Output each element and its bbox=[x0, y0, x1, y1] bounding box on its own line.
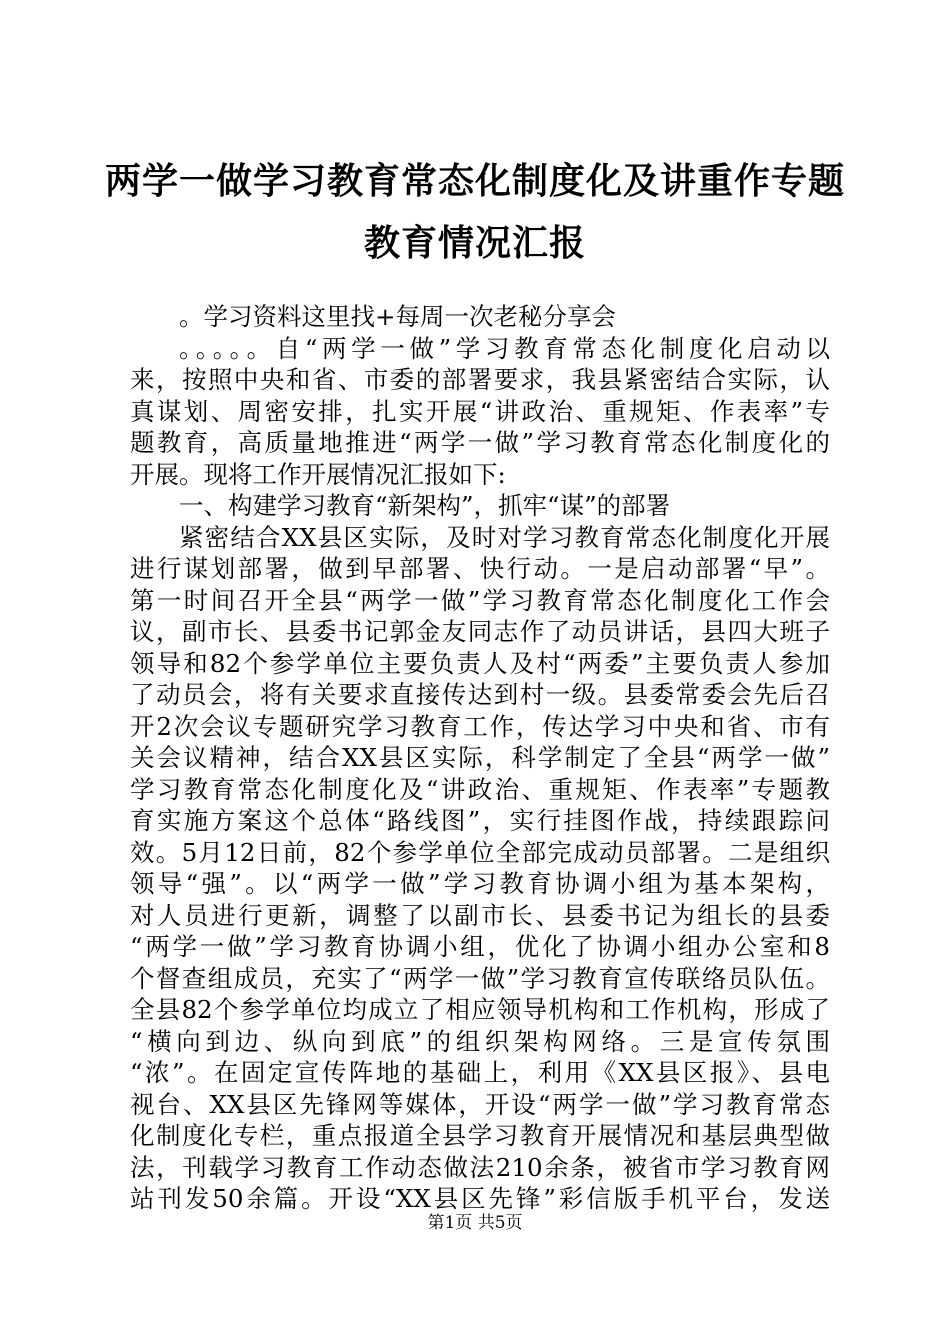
body-text-line: 领导和82个参学单位主要负责人及村“两委”主要负责人参加 bbox=[130, 648, 830, 678]
body-text-line: 效。5月12日前，82个参学单位全部完成动员部署。二是组织 bbox=[130, 837, 830, 867]
body-text-line: 法，刊载学习教育工作动态做法210余条，被省市学习教育网 bbox=[130, 1152, 830, 1182]
document-title-line-1: 两学一做学习教育常态化制度化及讲重作专题 bbox=[104, 160, 845, 202]
body-text-line: 全县82个参学单位均成立了相应领导机构和工作机构，形成了 bbox=[130, 995, 830, 1024]
body-text-line: 开2次会议专题研究学习教育工作，传达学习中央和省、市有 bbox=[130, 711, 830, 741]
body-text-line: 题教育，高质量地推进“两学一做”学习教育常态化制度化的 bbox=[130, 428, 830, 457]
page-number-footer: 第1页 共5页 bbox=[427, 1213, 523, 1233]
body-text-line: 学习教育常态化制度化及“讲政治、重规矩、作表率”专题教 bbox=[130, 774, 830, 804]
body-text-line: 关会议精神，结合XX县区实际，科学制定了全县“两学一做” bbox=[130, 743, 830, 772]
body-text-line: 一、构建学习教育“新架构”，抓牢“谋”的部署 bbox=[179, 491, 671, 520]
body-text-line: 视台、XX县区先锋网等媒体，开设“两学一做”学习教育常态 bbox=[130, 1089, 830, 1119]
body-text-line: 来，按照中央和省、市委的部署要求，我县紧密结合实际，认 bbox=[130, 365, 830, 394]
body-text-line: 进行谋划部署，做到早部署、快行动。一是启动部署“早”。 bbox=[130, 554, 830, 583]
body-text-line: “横向到边、纵向到底”的组织架构网络。三是宣传氛围 bbox=[130, 1026, 830, 1056]
body-text-line: 领导“强”。以“两学一做”学习教育协调小组为基本架构， bbox=[130, 869, 830, 898]
body-text-line: 真谋划、周密安排，扎实开展“讲政治、重规矩、作表率”专 bbox=[130, 396, 830, 426]
body-text-line: 紧密结合XX县区实际，及时对学习教育常态化制度化开展 bbox=[179, 522, 830, 552]
body-text-line: 第一时间召开全县“两学一做”学习教育常态化制度化工作会 bbox=[130, 585, 830, 615]
body-text-line: “浓”。在固定宣传阵地的基础上，利用《XX县区报》、县电 bbox=[130, 1058, 830, 1087]
document-body bbox=[130, 301, 830, 1215]
body-text-line: 了动员会，将有关要求直接传达到村一级。县委常委会先后召 bbox=[130, 680, 830, 709]
document-title-line-2: 教育情况汇报 bbox=[363, 222, 586, 264]
body-text-line: 站刊发50余篇。开设“XX县区先锋”彩信版手机平台，发送 bbox=[130, 1184, 830, 1213]
body-text-line: 育实施方案这个总体“路线图”，实行挂图作战，持续跟踪问 bbox=[130, 806, 830, 835]
body-text-line: 。。。。。自“两学一做”学习教育常态化制度化启动以 bbox=[179, 333, 830, 363]
body-text-line: 化制度化专栏，重点报道全县学习教育开展情况和基层典型做 bbox=[130, 1121, 830, 1150]
body-text-line: 。学习资料这里找+每周一次老秘分享会 bbox=[179, 302, 617, 331]
body-text-line: 开展。现将工作开展情况汇报如下: bbox=[130, 459, 506, 489]
body-text-line: 个督查组成员，充实了“两学一做”学习教育宣传联络员队伍。 bbox=[130, 963, 830, 993]
body-text-line: 议，副市长、县委书记郭金友同志作了动员讲话，县四大班子 bbox=[130, 617, 830, 646]
body-text-line: “两学一做”学习教育协调小组，优化了协调小组办公室和8 bbox=[130, 932, 830, 961]
body-text-line: 对人员进行更新，调整了以副市长、县委书记为组长的县委 bbox=[130, 900, 830, 930]
